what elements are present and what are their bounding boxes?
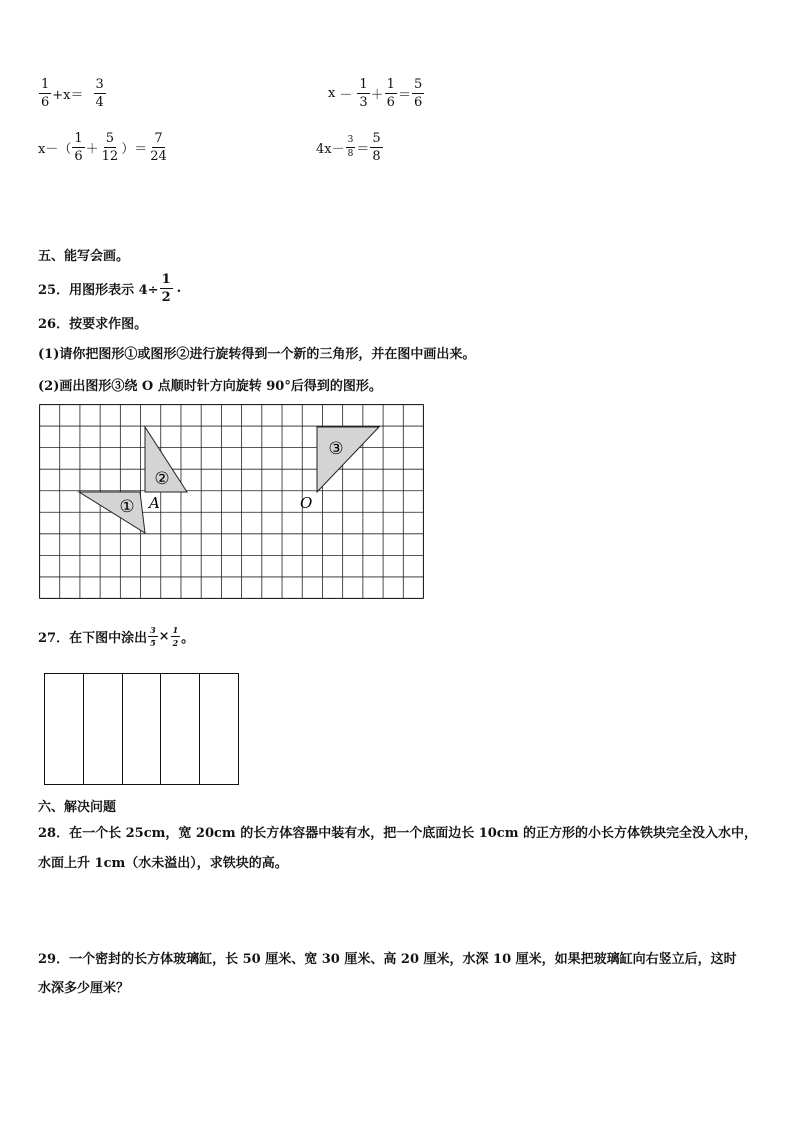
fraction: $\frac{1}{3}$ xyxy=(359,77,368,110)
fraction: $\frac{5}{6}$ xyxy=(413,77,423,110)
shading-rectangle[interactable] xyxy=(44,673,239,785)
equation-1 xyxy=(38,78,107,109)
shape-3-label: ③ xyxy=(328,439,344,459)
fraction: $\frac{5}{8}$ xyxy=(372,131,381,164)
question-26-title: 26．按要求作图。 xyxy=(38,317,148,332)
fraction: $\frac{1}{2}$ xyxy=(161,272,171,305)
question-25 xyxy=(38,273,181,304)
question-text: . xyxy=(176,281,182,296)
question-28-line-1: 28．在一个长 25cm，宽 20cm 的长方体容器中装有水，把一个底面边长 10cm 的正方形的小长方体铁块完全没入水中， xyxy=(38,826,758,841)
question-text: 。 xyxy=(181,631,195,646)
question-28-line-2: 水面上升 1cm（水未溢出），求铁块的高。 xyxy=(38,856,288,871)
times-sign: × xyxy=(158,629,170,644)
rotation-grid xyxy=(39,404,424,599)
shape-2-label: ② xyxy=(154,469,170,489)
point-a-label: A xyxy=(149,494,160,512)
fraction: $\frac{7}{24}$ xyxy=(150,131,167,164)
question-text: 25．用图形表示 4÷ xyxy=(38,283,159,298)
equation-text: x xyxy=(328,86,336,101)
shape-1-label: ① xyxy=(119,497,135,517)
operator: － xyxy=(339,88,353,103)
rectangle-column[interactable] xyxy=(161,674,200,784)
triangle-shape-3 xyxy=(317,427,379,492)
equation-text: +x＝ xyxy=(52,88,84,103)
question-26-part-1: (1)请你把图形①或图形②进行旋转得到一个新的三角形，并在图中画出来。 xyxy=(38,347,476,362)
fraction: $\frac{1}{2}$ xyxy=(172,625,179,648)
rectangle-column[interactable] xyxy=(123,674,162,784)
fraction: $\frac{3}{5}$ xyxy=(150,625,156,648)
point-o-label: O xyxy=(300,494,313,512)
question-29-line-1: 29．一个密封的长方体玻璃缸，长 50 厘米、宽 30 厘米、高 20 厘米，水深 10 厘米，如果把玻璃缸向右竖立后，这时 xyxy=(38,952,737,967)
equation-text: x－（ xyxy=(38,142,72,157)
fraction: $\frac{3}{8}$ xyxy=(347,135,354,159)
question-text: 27．在下图中涂出 xyxy=(38,631,148,646)
rectangle-column[interactable] xyxy=(84,674,123,784)
equation-text: 4x－ xyxy=(316,142,345,157)
fraction: $\frac{1}{6}$ xyxy=(74,131,83,164)
operator: ＝ xyxy=(356,142,370,157)
equation-text: ）＝ xyxy=(121,142,148,157)
operator: ＋ xyxy=(85,142,99,157)
fraction: $\frac{1}{6}$ xyxy=(41,77,50,110)
question-27 xyxy=(38,626,194,647)
equation-4 xyxy=(316,132,384,163)
equation-3 xyxy=(38,132,170,163)
fraction: $\frac{5}{12}$ xyxy=(101,131,119,164)
section-six-title: 六、解决问题 xyxy=(38,800,117,815)
operator: ＋ xyxy=(370,88,384,103)
fraction: $\frac{1}{6}$ xyxy=(386,77,395,110)
equation-2 xyxy=(328,78,425,109)
rectangle-column[interactable] xyxy=(45,674,84,784)
rectangle-column[interactable] xyxy=(200,674,238,784)
operator: ＝ xyxy=(397,88,411,103)
fraction: $\frac{3}{4}$ xyxy=(95,77,104,110)
section-five-title: 五、能写会画。 xyxy=(38,249,130,264)
question-26-part-2: (2)画出图形③绕 O 点顺时针方向旋转 90°后得到的图形。 xyxy=(38,379,382,394)
question-29-line-2: 水深多少厘米？ xyxy=(38,981,130,996)
